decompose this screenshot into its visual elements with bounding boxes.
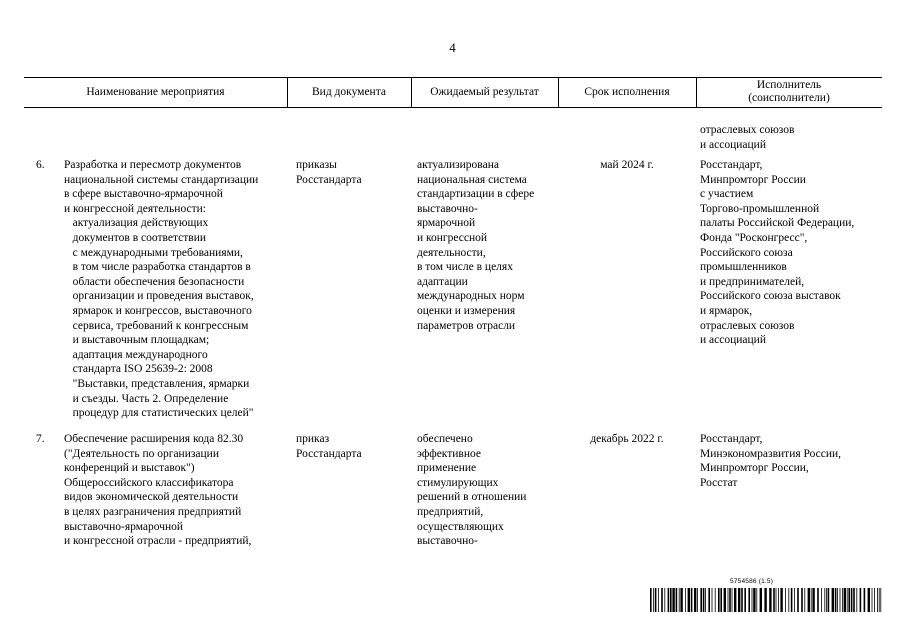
header-result: Ожидаемый результат (430, 85, 539, 98)
table-header-rule (24, 107, 882, 108)
row-doc-type: приказы Росстандарта (296, 159, 362, 186)
row-deadline: май 2024 г. (600, 159, 654, 171)
header-doc-type: Вид документа (312, 85, 386, 98)
carryover-executor: отраслевых союзов и ассоциаций (700, 124, 795, 151)
row-number: 7. (36, 433, 45, 445)
barcode-image (650, 588, 882, 612)
header-executor: Исполнитель (соисполнители) (748, 79, 830, 104)
row-number: 6. (36, 159, 45, 171)
row-name: Разработка и пересмотр документов национальной системы стандартизации в сфере выставочно-ярмарочной и конгрессной деятельности: актуализация действующих документов в соответствии с международными требованиями, в том числе разработка стандартов в области обеспечения безопасности организации и проведения выставок, ярмарок и конгрессов, выставочного сервиса, требований к конгрессным и выставочным площадкам; адаптация международного стандарта ISO 25639-2: 2008 "Выставки, представления, ярмарки и съезды. Часть 2. Определение процедур для статистических целей" (64, 159, 259, 420)
row-name: Обеспечение расширения кода 82.30 ("Деятельность по организации конференций и выставок") Общероссийского классификатора видов экономической деятельности в целях разграничения предприятий выставочно-ярмарочной и конгрессной отрасли - предприятий, (64, 433, 252, 548)
row-executor: Росстандарт, Минэкономразвития России, Минпромторг России, Росстат (700, 433, 842, 489)
header-deadline: Срок исполнения (584, 85, 670, 98)
row-result: обеспечено эффективное применение стимулирующих решений в отношении предприятий, осуществляющих выставочно- (417, 433, 527, 548)
row-deadline: декабрь 2022 г. (590, 433, 664, 445)
row-executor: Росстандарт, Минпромторг России с участием Торгово-промышленной палаты Российской Федерации, Фонда "Росконгресс", Российского союза промышленников и предпринимателей, Российского союза выставок и ярмарок, отраслевых союзов и ассоциаций (700, 159, 855, 347)
row-result: актуализирована национальная система стандартизации в сфере выставочно- ярмарочной и конгрессной деятельности, в том числе в целях адаптации международных норм оценки и измерения параметров отрасли (417, 159, 535, 332)
barcode-number: 5754586 (1.5) (730, 578, 774, 585)
row-doc-type: приказ Росстандарта (296, 433, 362, 460)
page-number: 4 (449, 40, 456, 55)
header-name: Наименование мероприятия (86, 85, 225, 98)
